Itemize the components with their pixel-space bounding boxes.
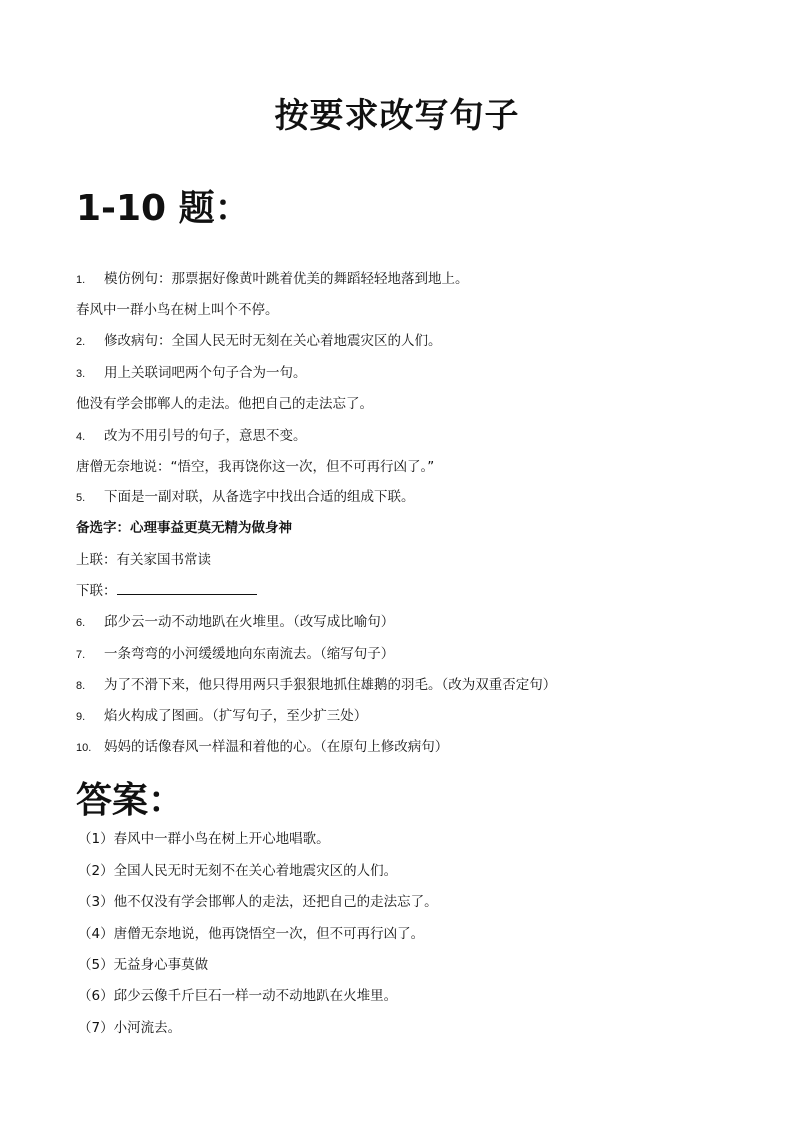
answer-item: （3）他不仅没有学会邯郸人的走法，还把自己的走法忘了。 <box>78 894 438 910</box>
question-number: 6. <box>76 617 86 629</box>
question-text: 下面是一副对联，从备选字中找出合适的组成下联。 <box>104 489 415 505</box>
question-9 <box>76 707 367 726</box>
question-10 <box>76 738 448 757</box>
question-text: 焰火构成了图画。（扩写句子，至少扩三处） <box>104 708 368 724</box>
question-number: 7. <box>76 649 86 661</box>
question-3 <box>76 364 307 383</box>
couplet-lower-label: 下联： <box>76 583 117 599</box>
question-number: 3. <box>76 368 86 380</box>
question-4-sentence: 唐僧无奈地说：“悟空，我再饶你这一次，但不可再行凶了。” <box>76 459 435 475</box>
answer-item: （6）邱少云像千斤巨石一样一动不动地趴在火堆里。 <box>78 988 398 1004</box>
answer-item: （4）唐僧无奈地说，他再饶悟空一次，但不可再行凶了。 <box>78 926 425 942</box>
question-number: 4. <box>76 431 86 443</box>
question-6 <box>76 613 394 632</box>
answer-item: （5）无益身心事莫做 <box>78 957 209 973</box>
question-text: 用上关联词吧两个句子合为一句。 <box>104 365 307 381</box>
couplet-lower <box>76 582 257 600</box>
question-text: 修改病句：全国人民无时无刻在关心着地震灾区的人们。 <box>104 333 442 349</box>
question-7 <box>76 645 394 664</box>
question-number: 5. <box>76 492 86 504</box>
question-5 <box>76 488 415 507</box>
question-text: 邱少云一动不动地趴在火堆里。（改写成比喻句） <box>104 614 395 630</box>
question-text: 妈妈的话像春风一样温和着他的心。（在原句上修改病句） <box>104 739 449 755</box>
question-8 <box>76 676 556 695</box>
question-text: 模仿例句：那票据好像黄叶跳着优美的舞蹈轻轻地落到地上。 <box>104 271 469 287</box>
section-heading-answers: 答案： <box>76 780 185 821</box>
question-text: 改为不用引号的句子，意思不变。 <box>104 428 307 444</box>
question-text: 一条弯弯的小河缓缓地向东南流去。（缩写句子） <box>104 646 395 662</box>
answer-item: （2）全国人民无时无刻不在关心着地震灾区的人们。 <box>78 863 398 879</box>
answer-item: （7）小河流去。 <box>78 1020 182 1036</box>
question-5-options: 备选字：心理事益更莫无精为做身神 <box>76 520 292 536</box>
page-title: 按要求改写句子 <box>274 96 520 136</box>
question-2 <box>76 332 442 351</box>
question-text: 为了不滑下来，他只得用两只手狠狠地抓住雄鹅的羽毛。（改为双重否定句） <box>104 677 557 693</box>
answer-blank[interactable] <box>117 582 257 595</box>
question-number: 2. <box>76 336 86 348</box>
question-number: 8. <box>76 680 86 692</box>
section-heading-questions: 1-10 题： <box>76 188 251 229</box>
question-number: 10. <box>76 742 92 754</box>
answer-item: （1）春风中一群小鸟在树上开心地唱歌。 <box>78 831 330 847</box>
question-number: 1. <box>76 274 86 286</box>
question-1 <box>76 270 469 289</box>
question-1-sentence: 春风中一群小鸟在树上叫个不停。 <box>76 302 279 318</box>
question-number: 9. <box>76 711 86 723</box>
question-4 <box>76 427 307 446</box>
couplet-upper: 上联：有关家国书常读 <box>76 552 211 568</box>
question-3-sentence: 他没有学会邯郸人的走法。他把自己的走法忘了。 <box>76 396 373 412</box>
